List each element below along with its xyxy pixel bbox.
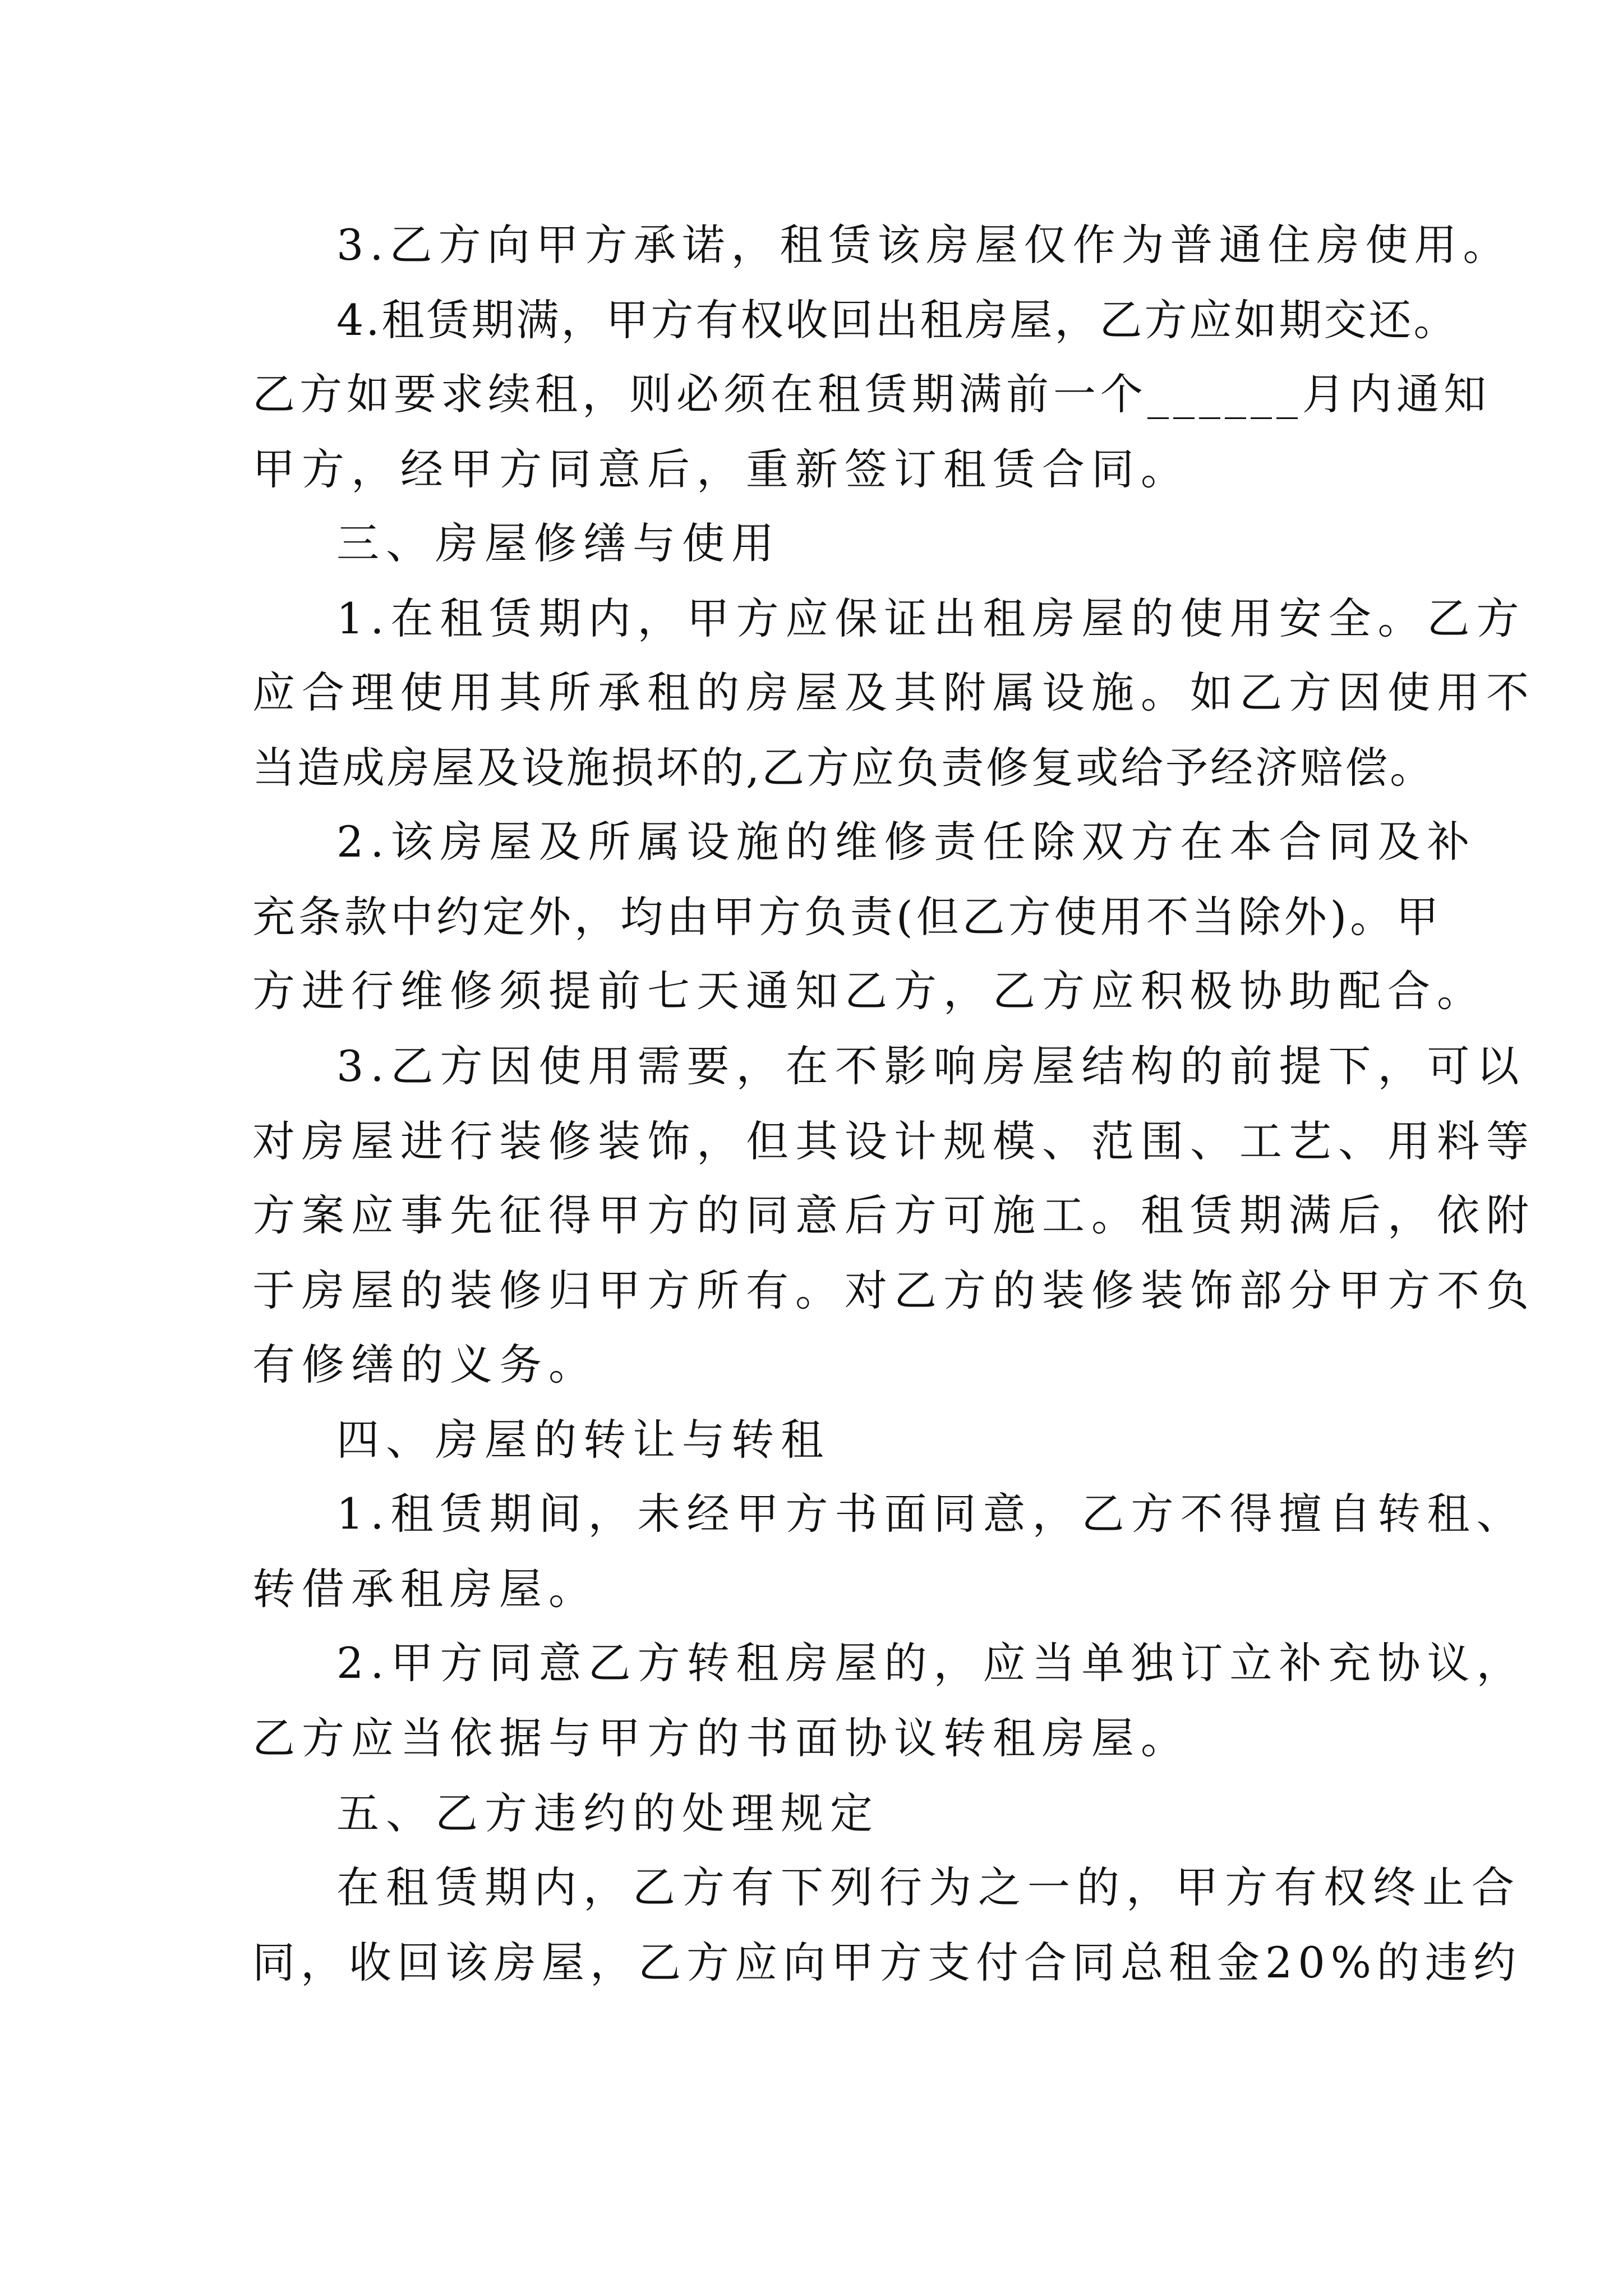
clause-3-2-line-2: 充条款中约定外，均由甲方负责(但乙方使用不当除外)。甲 bbox=[252, 892, 1442, 942]
clause-4-1-line-2: 转借承租房屋。 bbox=[252, 1564, 598, 1614]
section-5-para-line-2: 同，收回该房屋，乙方应向甲方支付合同总租金20%的违约 bbox=[252, 1938, 1521, 1987]
clause-4-1-line-1: 1.租赁期间，未经甲方书面同意，乙方不得擅自转租、 bbox=[336, 1489, 1526, 1539]
clause-3-1-line-2: 应合理使用其所承租的房屋及其附属设施。如乙方因使用不 bbox=[252, 668, 1536, 717]
clause-3-3-line-1: 3.乙方因使用需要，在不影响房屋结构的前提下，可以 bbox=[336, 1041, 1526, 1091]
section-3-heading: 三、房屋修缮与使用 bbox=[336, 518, 781, 568]
clause-4-2-line-1: 2.甲方同意乙方转租房屋的，应当单独订立补充协议， bbox=[336, 1638, 1526, 1688]
clause-2-4-line-1: 4.租赁期满，甲方有权收回出租房屋，乙方应如期交还。 bbox=[336, 295, 1459, 345]
clause-2-3-line-1: 3.乙方向甲方承诺，租赁该房屋仅作为普通住房使用。 bbox=[336, 220, 1512, 270]
clause-3-3-line-4: 于房屋的装修归甲方所有。对乙方的装修装饰部分甲方不负 bbox=[252, 1266, 1536, 1315]
section-5-para-line-1: 在租赁期内，乙方有下列行为之一的，甲方有权终止合 bbox=[336, 1862, 1521, 1912]
clause-3-2-line-1: 2.该房屋及所属设施的维修责任除双方在本合同及补 bbox=[336, 817, 1477, 867]
section-4-heading: 四、房屋的转让与转租 bbox=[336, 1415, 830, 1465]
clause-3-3-line-3: 方案应事先征得甲方的同意后方可施工。租赁期满后，依附 bbox=[252, 1190, 1536, 1240]
clause-3-3-line-5: 有修缮的义务。 bbox=[252, 1340, 598, 1389]
clause-3-1-line-3: 当造成房屋及设施损坏的,乙方应负责修复或给予经济赔偿。 bbox=[252, 743, 1435, 793]
clause-3-3-line-2: 对房屋进行装修装饰，但其设计规模、范围、工艺、用料等 bbox=[252, 1116, 1536, 1166]
clause-2-4-line-3: 甲方，经甲方同意后，重新签订租赁合同。 bbox=[252, 444, 1190, 494]
clause-3-1-line-1: 1.在租赁期内，甲方应保证出租房屋的使用安全。乙方 bbox=[336, 593, 1526, 643]
section-5-heading: 五、乙方违约的处理规定 bbox=[336, 1788, 879, 1838]
clause-2-4-line-2: 乙方如要求续租，则必须在租赁期满前一个______月内通知 bbox=[252, 369, 1491, 419]
clause-4-2-line-2: 乙方应当依据与甲方的书面协议转租房屋。 bbox=[252, 1713, 1190, 1763]
clause-3-2-line-3: 方进行维修须提前七天通知乙方，乙方应积极协助配合。 bbox=[252, 966, 1486, 1016]
